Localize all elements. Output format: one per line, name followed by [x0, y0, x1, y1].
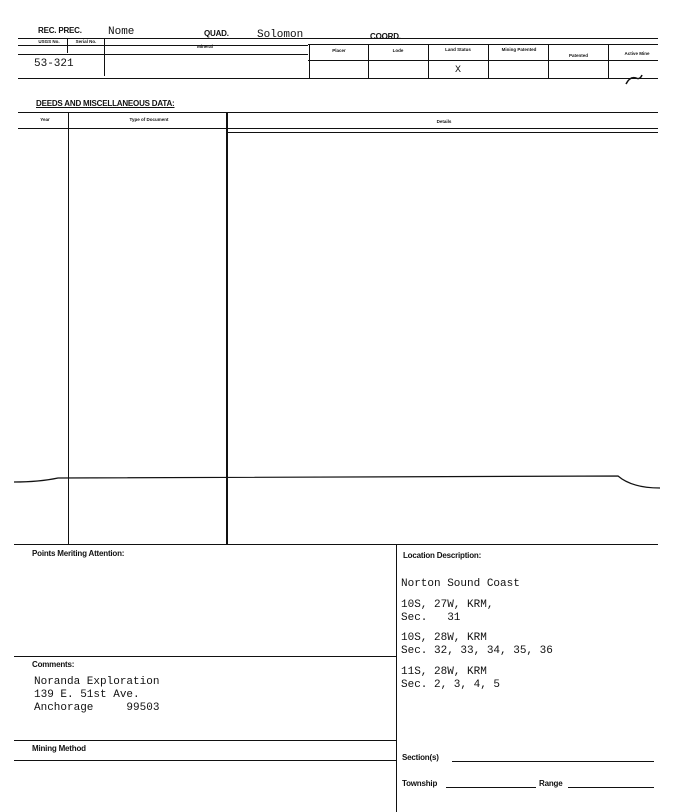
- deeds-col-details: Details: [436, 119, 452, 124]
- deeds-col-year: Year: [40, 117, 50, 122]
- divider-mineral: [309, 44, 310, 79]
- deeds-col-type: Type of Document: [129, 117, 169, 122]
- divider-patented: [608, 44, 609, 79]
- scribble-mark: [624, 72, 644, 86]
- divider-lode: [428, 44, 429, 79]
- township-fill-line: [446, 787, 536, 788]
- deeds-header-rule: [18, 128, 658, 129]
- comments-text: Noranda Exploration 139 E. 51st Ave. Anchorage 99503: [34, 676, 160, 714]
- deeds-title: DEEDS AND MISCELLANEOUS DATA:: [36, 99, 175, 108]
- range-fill-line: [568, 787, 654, 788]
- comments-label: Comments:: [32, 660, 75, 669]
- lower-center-divider: [396, 544, 397, 812]
- comments-top-rule: [14, 656, 396, 657]
- col-mineral: Mineral: [197, 44, 213, 49]
- section-label: Section(s): [402, 753, 439, 762]
- header-sub-rule-right: [308, 44, 658, 45]
- col-serial-no: Serial No.: [75, 39, 97, 44]
- divider-placer: [368, 44, 369, 79]
- col-active: Active Mine: [624, 51, 650, 56]
- col-land-status: Land Status: [445, 47, 471, 52]
- header-mid-rule-right: [308, 60, 658, 61]
- col-usgs-no: USGS No.: [38, 39, 60, 44]
- record-land-status: X: [455, 65, 462, 76]
- location-line1: Norton Sound Coast: [401, 578, 520, 590]
- divider-serial: [104, 38, 105, 76]
- rec-prec-label: REC. PREC.: [38, 26, 82, 35]
- coord-label: COORD.: [370, 32, 401, 41]
- location-label: Location Description:: [403, 551, 482, 560]
- location-block3: 11S, 28W, KRM Sec. 2, 3, 4, 5: [401, 666, 501, 691]
- section-fill-line: [452, 761, 654, 762]
- quad-value: Solomon: [257, 29, 304, 41]
- township-label: Township: [402, 779, 438, 788]
- divider-usgs: [67, 38, 68, 53]
- mining-method-bottom-rule: [14, 760, 396, 761]
- range-label: Range: [539, 779, 563, 788]
- location-block2: 10S, 28W, KRM Sec. 32, 33, 34, 35, 36: [401, 632, 553, 657]
- deeds-top-rule: [18, 112, 658, 113]
- deeds-header-rule-2: [228, 132, 658, 133]
- deeds-bottom-rule: [14, 544, 658, 545]
- mining-method-label: Mining Method: [32, 744, 86, 753]
- divider-land: [488, 44, 489, 79]
- header-top-rule: [18, 38, 658, 39]
- divider-mining-pat: [548, 44, 549, 79]
- header-mid-rule: [18, 54, 308, 55]
- col-lode: Lode: [392, 48, 404, 53]
- location-block1: 10S, 27W, KRM, Sec. 31: [401, 599, 494, 624]
- points-meriting-label: Points Meriting Attention:: [32, 549, 125, 558]
- header-sub-rule-left: [18, 45, 308, 46]
- quad-label: QUAD.: [204, 29, 229, 38]
- fold-line: [14, 470, 660, 494]
- mining-method-top-rule: [14, 740, 396, 741]
- col-patented: Patented: [568, 53, 588, 58]
- col-placer: Placer: [332, 48, 346, 53]
- header-bottom-rule: [18, 78, 658, 79]
- record-usgs-no: 53-321: [34, 58, 74, 70]
- col-mining-patented: Mining Patented: [501, 47, 537, 52]
- rec-prec-value: Nome: [108, 26, 135, 38]
